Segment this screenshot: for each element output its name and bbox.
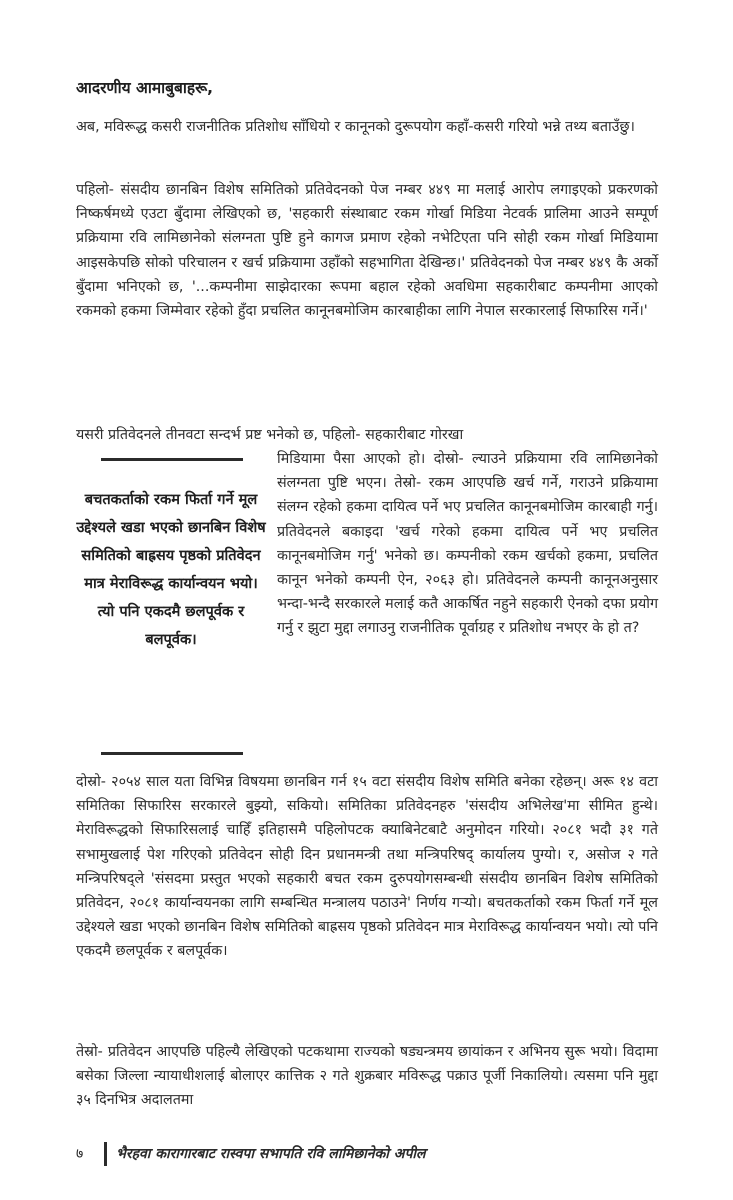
paragraph-second-lead-line: यसरी प्रतिवेदनले तीनवटा सन्दर्भ प्रष्ट भनेको छ, पहिलो- सहकारीबाट गोरखा xyxy=(76,427,464,443)
paragraph-first-point: पहिलो- संसदीय छानबिन विशेष समितिको प्रतिवेदनको पेज नम्बर ४४९ मा मलाई आरोप लगाइएको प्रकरणको निष्कर्षमध्ये एउटा बुँदामा लेखिएको छ, 'सहकारी संस्थाबाट रकम गोर्खा मिडिया नेटवर्क प्रालिमा आउने सम्पूर्ण प्रक्रियामा रवि लामिछानेको संलग्नता पुष्टि हुने कागज प्रमाण रहेको नभेटिएता पनि सोही रकम गोर्खा मिडियामा आइसकेपछि सोको परिचालन र खर्च प्रक्रियामा उहाँको सहभागिता देखिन्छ।' प्रतिवेदनको पेज नम्बर ४४९ कै अर्को बुँदामा भनिएको छ, '...कम्पनीमा साझेदारका रूपमा बहाल रहेको अवधिमा सहकारीबाट कम्पनीमा आएको रकमको हकमा जिम्मेवार रहेको हुँदा प्रचलित कानूनबमोजिम कारबाहीका लागि नेपाल सरकारलाई सिफारिस गर्ने।' xyxy=(76,182,658,320)
salutation-heading: आदरणीय आमाबुबाहरू, xyxy=(76,79,214,97)
page-footer xyxy=(76,1142,658,1168)
pull-quote-box xyxy=(76,458,266,758)
page-number: ७ xyxy=(76,1146,84,1162)
pull-quote-text: बचतकर्ताको रकम फिर्ता गर्ने मूल उद्देश्यले खडा भएको छानबिन विशेष समितिको बाह्रसय पृष्ठको प्रतिवेदन मात्र मेराविरूद्ध कार्यान्वयन भयो। त्यो पनि एकदमै छलपूर्वक र बलपूर्वक। xyxy=(76,491,266,648)
running-title: भैरहवा कारागारबाट रास्वपा सभापति रवि लामिछानेको अपील xyxy=(116,1146,426,1162)
document-page xyxy=(76,0,658,1200)
paragraph-third-point: दोस्रो- २०५४ साल यता विभिन्न विषयमा छानबिन गर्न १५ वटा संसदीय विशेष समिति बनेका रहेछन्। अरू १४ वटा समितिका सिफारिस सरकारले बुझ्यो, सकियो। समितिका प्रतिवेदनहरु 'संसदीय अभिलेख'मा सीमित हुन्थे। मेराविरूद्धको सिफारिसलाई चाहिँ इतिहासमै पहिलोपटक क्याबिनेटबाटै अनुमोदन गरियो। २०८१ भदौ ३१ गते सभामुखलाई पेश गरिएको प्रतिवेदन सोही दिन प्रधानमन्त्री तथा मन्त्रिपरिषद् कार्यालय पुग्यो। र, असोज २ गते मन्त्रिपरिषद्ले 'संसदमा प्रस्तुत भएको सहकारी बचत रकम दुरुपयोगसम्बन्धी संसदीय छानबिन विशेष समितिको प्रतिवेदन, २०८१ कार्यान्वयनका लागि सम्बन्धित मन्त्रालय पठाउने' निर्णय गऱ्यो। बचतकर्ताको रकम फिर्ता गर्ने मूल उद्देश्यले खडा भएको छानबिन विशेष समितिको बाह्रसय पृष्ठको प्रतिवेदन मात्र मेराविरूद्ध कार्यान्वयन भयो। त्यो पनि एकदमै छलपूर्वक र बलपूर्वक। xyxy=(76,774,658,960)
footer-divider xyxy=(104,1142,107,1166)
pull-quote-top-rule xyxy=(101,458,243,461)
pull-quote-bottom-rule xyxy=(101,752,243,755)
paragraph-second-wrapped: मिडियामा पैसा आएको हो। दोस्रो- ल्याउने प्रक्रियामा रवि लामिछानेको संलग्नता पुष्टि भएन। तेस्रो- रकम आएपछि खर्च गर्ने, गराउने प्रक्रियामा संलग्न रहेको हकमा दायित्व पर्ने भए प्रचलित कानूनबमोजिम कारबाही गर्नु। प्रतिवेदनले बकाइदा 'खर्च गरेको हकमा दायित्व पर्ने भए प्रचलित कानूनबमोजिम गर्नु' भनेको छ। कम्पनीको रकम खर्चको हकमा, प्रचलित कानून भनेको कम्पनी ऐन, २०६३ हो। प्रतिवेदनले कम्पनी कानूनअनुसार भन्दा-भन्दै सरकारले मलाई कतै आकर्षित नहुने सहकारी ऐनको दफा प्रयोग गर्नु र झुटा मुद्दा लगाउनु राजनीतिक पूर्वाग्रह र प्रतिशोध नभएर के हो त? xyxy=(277,451,658,637)
paragraph-fourth-point: तेस्रो- प्रतिवेदन आएपछि पहिल्यै लेखिएको पटकथामा राज्यको षड्यन्त्रमय छायांकन र अभिनय सुरू भयो। विदामा बसेका जिल्ला न्यायाधीशलाई बोलाएर कात्तिक २ गते शुक्रबार मविरूद्ध पक्राउ पूर्जी निकालियो। त्यसमा पनि मुद्दा ३५ दिनभित्र अदालतमा xyxy=(76,1044,658,1109)
paragraph-intro: अब, मविरूद्ध कसरी राजनीतिक प्रतिशोध साँधियो र कानूनको दुरूपयोग कहाँ-कसरी गरियो भन्ने तथ्य बताउँछु। xyxy=(76,119,635,135)
